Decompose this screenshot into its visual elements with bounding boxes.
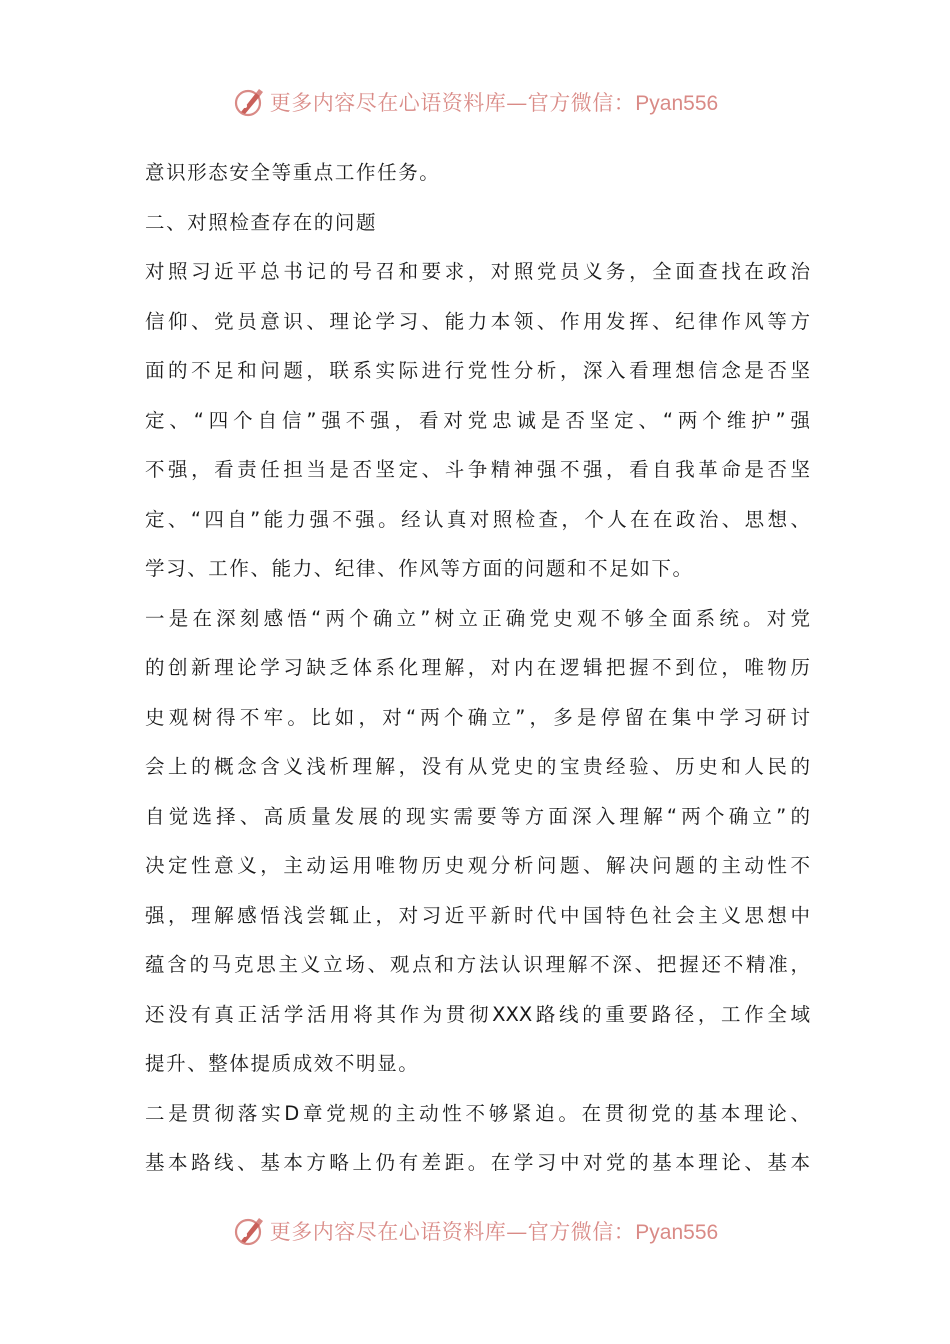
body-line: 的创新理论学习缺乏体系化理解，对内在逻辑把握不到位，唯物历	[145, 656, 810, 679]
body-line: 还没有真正活学活用将其作为贯彻XXX路线的重要路径，工作全域	[145, 1002, 810, 1026]
body-line: 强，理解感悟浅尝辄止，对习近平新时代中国特色社会主义思想中	[145, 903, 810, 927]
pen-circle-logo-icon	[232, 1214, 266, 1248]
body-line: 信仰、党员意识、理论学习、能力本领、作用发挥、纪律作风等方	[145, 309, 810, 333]
body-line: 不强，看责任担当是否坚定、斗争精神强不强，看自我革命是否坚	[145, 458, 810, 481]
body-line: 定、“四个自信”强不强，看对党忠诚是否坚定、“两个维护”强	[145, 408, 810, 432]
footer-watermark	[0, 1211, 950, 1251]
watermark-text	[270, 87, 718, 117]
body-line: 定、“四自”能力强不强。经认真对照检查，个人在在政治、思想、	[145, 507, 810, 531]
watermark-label: 更多内容尽在心语资料库—官方微信：	[269, 1220, 636, 1244]
body-line: 史观树得不牢。比如，对“两个确立”，多是停留在集中学习研讨	[145, 705, 810, 729]
body-line: 二是贯彻落实D章党规的主动性不够紧迫。在贯彻党的基本理论、	[145, 1101, 810, 1125]
body-line: 面的不足和问题，联系实际进行党性分析，深入看理想信念是否坚	[145, 359, 810, 382]
body-line: 提升、整体提质成效不明显。	[145, 1052, 420, 1075]
watermark-wechat-id: Pyan556	[635, 92, 719, 115]
body-line: 对照习近平总书记的号召和要求，对照党员义务，全面查找在政治	[145, 260, 810, 283]
watermark-wechat-id: Pyan556	[635, 1221, 719, 1244]
body-line: 一是在深刻感悟“两个确立”树立正确党史观不够全面系统。对党	[145, 606, 810, 630]
body-line: 决定性意义，主动运用唯物历史观分析问题、解决问题的主动性不	[145, 854, 810, 877]
watermark-label: 更多内容尽在心语资料库—官方微信：	[269, 91, 636, 115]
body-line: 意识形态安全等重点工作任务。	[145, 161, 441, 184]
section-heading: 二、对照检查存在的问题	[145, 210, 378, 234]
body-line: 自觉选择、高质量发展的现实需要等方面深入理解“两个确立”的	[145, 804, 810, 828]
body-line: 蕴含的马克思主义立场、观点和方法认识理解不深、把握还不精准，	[145, 953, 810, 976]
pen-circle-logo-icon	[232, 85, 266, 119]
document-body	[145, 148, 810, 1188]
watermark-text	[270, 1216, 718, 1246]
header-watermark	[0, 82, 950, 122]
body-line: 学习、工作、能力、纪律、作风等方面的问题和不足如下。	[145, 557, 694, 580]
body-line: 基本路线、基本方略上仍有差距。在学习中对党的基本理论、基本	[145, 1151, 810, 1174]
body-line: 会上的概念含义浅析理解，没有从党史的宝贵经验、历史和人民的	[145, 755, 810, 778]
